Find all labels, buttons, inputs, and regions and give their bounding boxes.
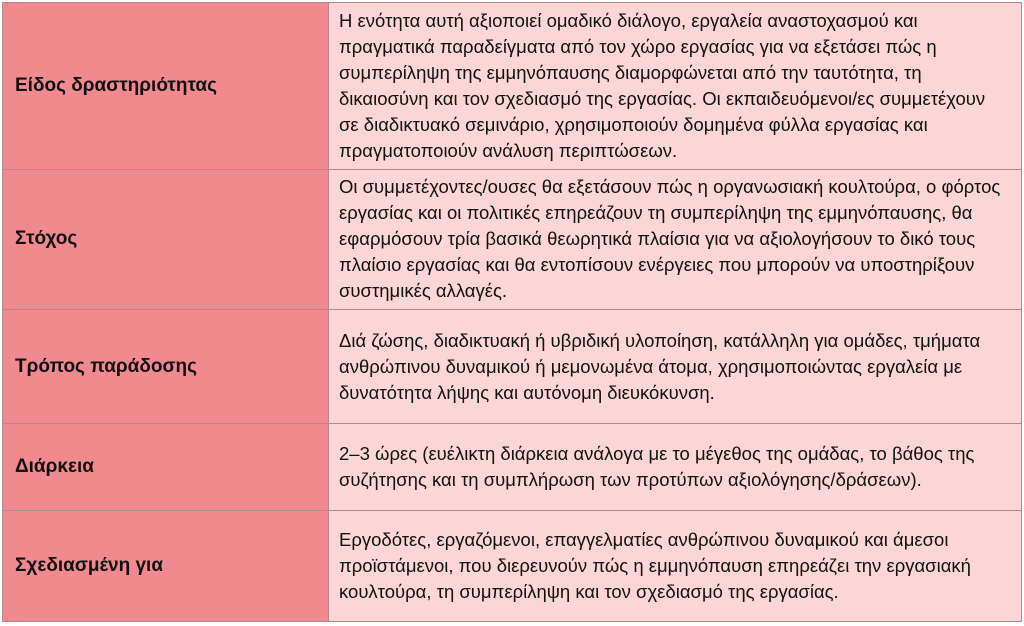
row-text-goal: Οι συμμετέχοντες/ουσες θα εξετάσουν πώς η οργανωσιακή κουλτούρα, ο φόρτος εργασίας και οι πολιτικές επηρεάζουν τη συμπερίληψη της εμμηνόπαυσης, θα εφαρμόσουν τρία βασικά θεωρητικά πλαίσια για να αξιολογήσουν το δικό τους πλαίσιο εργασίας και θα εντοπίσουν ενέργειες που μπορούν να υποστηρίξουν συστημικές αλλαγές. [329,169,1022,309]
row-text-designed-for: Εργοδότες, εργαζόμενοι, επαγγελματίες ανθρώπινου δυναμικού και άμεσοι προϊστάμενοι, που διερευνούν πώς η εμμηνόπαυση επηρεάζει την εργασιακή κουλτούρα, τη συμπερίληψη και τον σχεδιασμό της εργασίας. [329,510,1022,621]
row-text-activity-type: Η ενότητα αυτή αξιοποιεί ομαδικό διάλογο, εργαλεία αναστοχασμού και πραγματικά παραδείγματα από τον χώρο εργασίας για να εξετάσει πώς η συμπερίληψη της εμμηνόπαυσης διαμορφώνεται από την ταυτότητα, τη δικαιοσύνη και τον σχεδιασμό της εργασίας. Οι εκπαιδευόμενοι/ες συμμετέχουν σε διαδικτυακό σεμινάριο, χρησιμοποιούν δομημένα φύλλα εργασίας και πραγματοποιούν ανάλυση περιπτώσεων. [329,3,1022,170]
table-row-activity-type [3,3,1022,170]
table-row-goal [3,169,1022,309]
row-label-goal: Στόχος [3,169,329,309]
table-row-delivery-mode [3,309,1022,423]
row-label-designed-for: Σχεδιασμένη για [3,510,329,621]
activity-info-table [2,2,1022,622]
row-label-activity-type: Είδος δραστηριότητας [3,3,329,170]
row-label-duration: Διάρκεια [3,424,329,511]
table-row-designed-for [3,510,1022,621]
row-text-duration: 2–3 ώρες (ευέλικτη διάρκεια ανάλογα με το μέγεθος της ομάδας, το βάθος της συζήτησης και τη συμπλήρωση των προτύπων αξιολόγησης/δράσεων). [329,424,1022,511]
table-row-duration [3,424,1022,511]
row-label-delivery-mode: Τρόπος παράδοσης [3,309,329,423]
row-text-delivery-mode: Διά ζώσης, διαδικτυακή ή υβριδική υλοποίηση, κατάλληλη για ομάδες, τμήματα ανθρώπινου δυναμικού ή μεμονωμένα άτομα, χρησιμοποιώντας εργαλεία με δυνατότητα λήψης και αυτόνομη διευκόκυνση. [329,309,1022,423]
